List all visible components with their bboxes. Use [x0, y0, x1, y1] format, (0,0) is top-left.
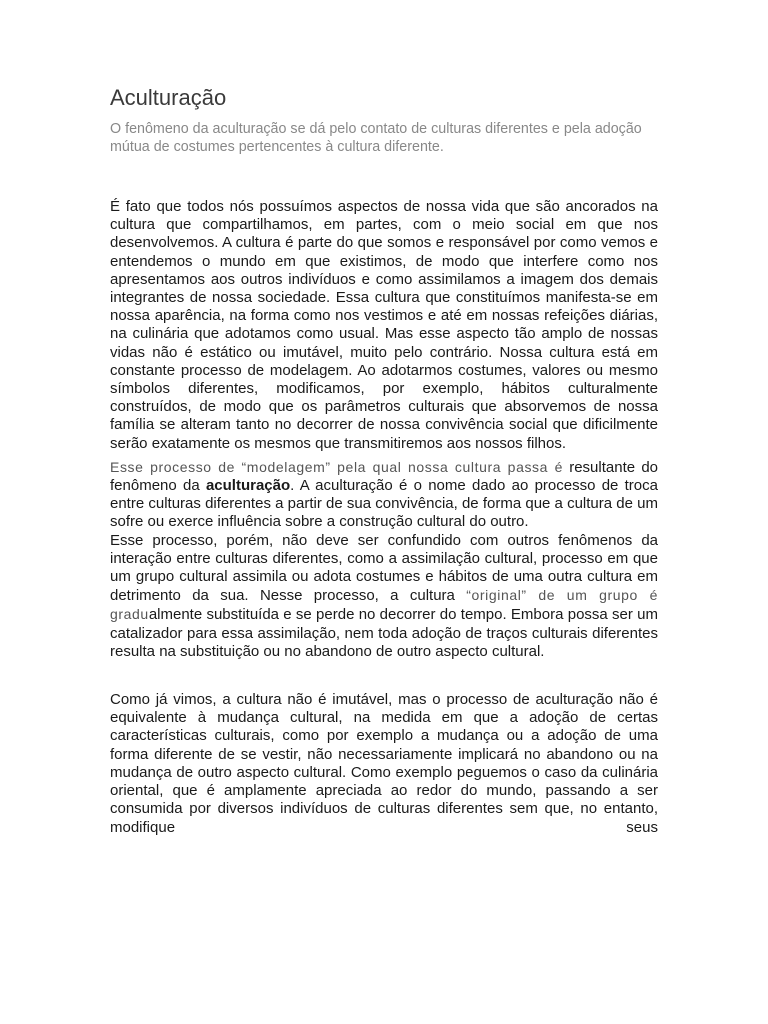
page-title: Aculturação: [110, 85, 227, 110]
paragraph-3: [110, 532, 658, 661]
paragraph-2-post-text: . A aculturação é o nome dado ao processo de troca entre culturas diferentes a partir de sua convivência, de forma que a cultura de um sofre ou exerce influência sobre a construção cultural do outro.: [110, 477, 658, 531]
paragraph-3-light-text: “original” de um grupo é gradu: [110, 587, 658, 623]
paragraph-3-pre-text: Esse processo, porém, não deve ser confundido com outros fenômenos da interação entre culturas diferentes, como a assimilação cultural, processo em que um grupo cultural assimila ou adota costumes e hábitos de uma outra cultura em detrimento da sua. Nesse processo, a cultura: [110, 531, 658, 605]
document-page: [110, 84, 658, 837]
paragraph-2-light-text: Esse processo de “modelagem” pela qual nossa cultura passa é: [110, 458, 563, 475]
paragraph-3-post-text: almente substituída e se perde no decorrer do tempo. Embora possa ser um catalizador para essa assimilação, nem toda adoção de traços culturais diferentes resulta na substituição ou no abandono de outro aspecto cultural.: [110, 606, 658, 660]
paragraph-4: Como já vimos, a cultura não é imutável, mas o processo de aculturação não é equivalente à mudança cultural, na medida em que a adoção de certas características culturais, como por exemplo a mudança ou a adoção de uma forma diferente de se vestir, não necessariamente implicará no abandono ou na mudança de outro aspecto cultural. Como exemplo peguemos o caso da culinária oriental, que é amplamente apreciada ao redor do mundo, passando a ser consumida por diversos indivíduos de culturas diferentes sem que, no entanto, modifique seus: [110, 691, 658, 836]
paragraph-2-bold-term: aculturação: [205, 477, 291, 495]
paragraph-1: É fato que todos nós possuímos aspectos de nossa vida que são ancorados na cultura que compartilhamos, em partes, com o meio social em que nos desenvolvemos. A cultura é parte do que somos e responsável por como vemos e entendemos o mundo em que existimos, de modo que interfere como nos apresentamos aos outros indivíduos e como assimilamos a imagem dos demais integrantes de nossa sociedade. Essa cultura que constituímos manifesta-se em nossa aparência, na forma como nos vestimos e até em nossas refeições diárias, na culinária que adotamos como usual. Mas esse aspecto tão amplo de nossas vidas não é estático ou imutável, muito pelo contrário. Nossa cultura está em constante processo de modelagem. Ao adotarmos costumes, valores ou mesmo símbolos diferentes, modificamos, por exemplo, hábitos culturalmente construídos, de modo que os parâmetros culturais que absorvemos de nossa família se alteram tanto no decorrer de nossa convivência social que dificilmente serão exatamente os mesmos que transmitiremos aos nossos filhos.: [110, 198, 658, 452]
page-subtitle: O fenômeno da aculturação se dá pelo contato de culturas diferentes e pela adoção mútua de costumes pertencentes à cultura diferente.: [110, 121, 642, 155]
paragraph-2: [110, 458, 658, 532]
paragraph-2-pre-text: resultante do fenômeno da: [110, 458, 659, 495]
